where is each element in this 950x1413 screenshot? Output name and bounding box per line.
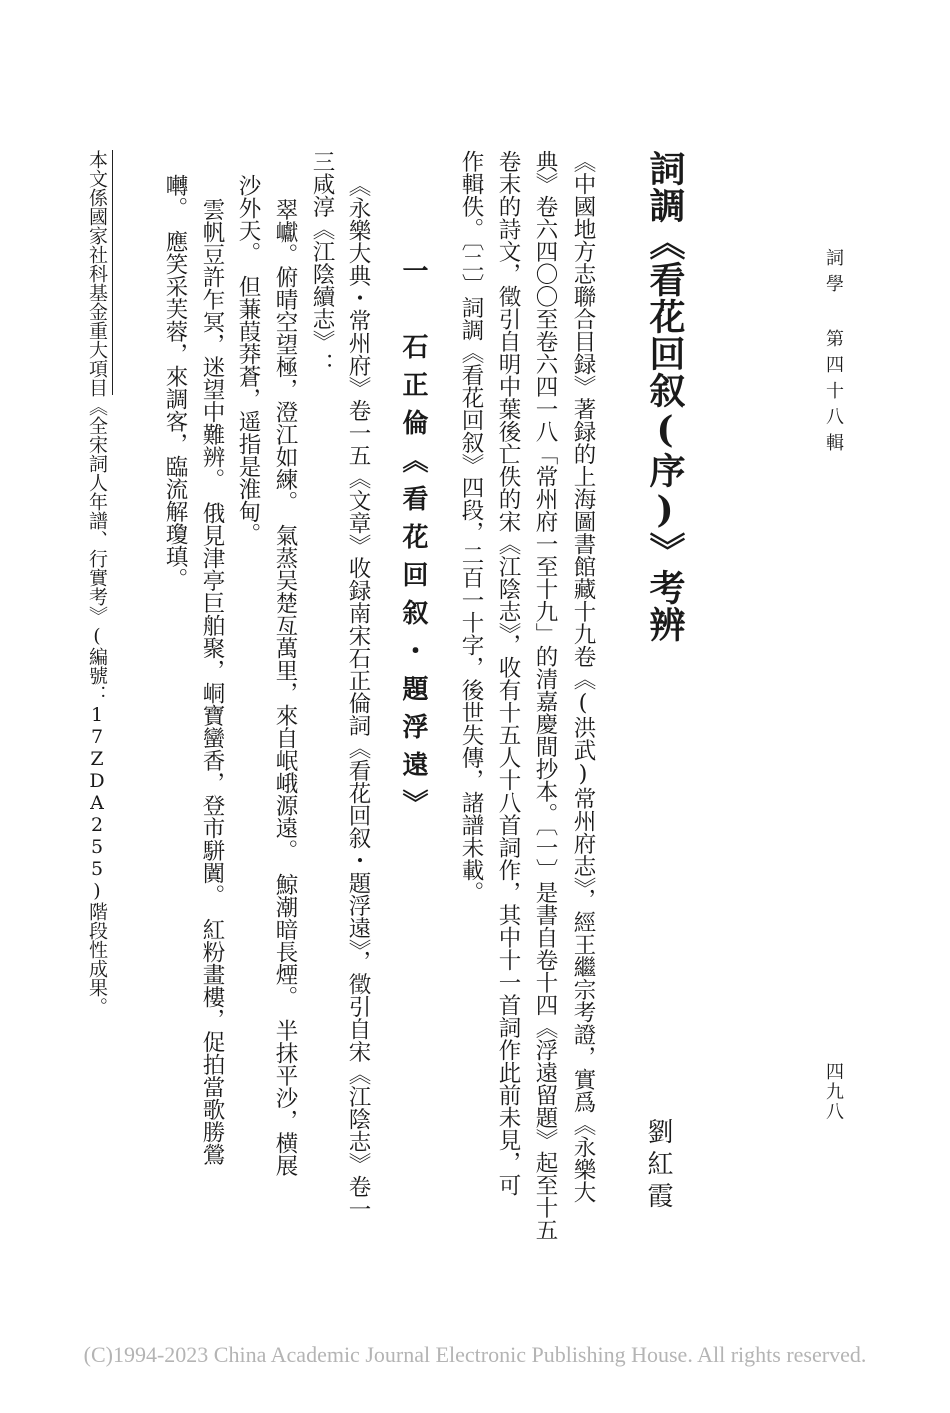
running-header-journal: 詞學 第四十八輯: [823, 248, 844, 459]
poem-line: 翠巘。俯晴空望極，澄江如練。 氣蒸吴楚亙萬里，來自岷峨源遠。 鯨潮暗長煙。 半抹平沙，横展: [272, 198, 298, 1177]
section-intro-line: 《永樂大典・常州府》卷一五《文章》收録南宋石正倫詞《看花回叙・題浮遠》，徵引自宋《江陰志》卷一: [345, 174, 371, 1221]
intro-line: 《中國地方志聯合目録》著録的上海圖書館藏十九卷《(洪武)常州府志》，經王繼宗考證，實爲《永樂大: [570, 150, 596, 1204]
poem-line: 囀。 應笑采芙蓉，來調客，臨流解瓊瑱。: [162, 174, 188, 591]
footnote-rule: [112, 150, 113, 395]
intro-line: 典》卷六四〇〇至卷六四一八「常州府一至十九」的清嘉慶間抄本。〔一〕是書自卷十四《浮遠留題》起至十五: [532, 150, 558, 1242]
intro-line: 作輯佚。〔二〕詞調《看花回叙》四段，二百一十字，後世失傳，諸譜未載。: [458, 150, 484, 904]
page-number: 四九八: [823, 1062, 844, 1122]
footnote: 本文係國家社科基金重大項目《全宋詞人年譜、行實考》(編號：17ZDA255)階段性成果。: [86, 150, 108, 1016]
intro-line: 卷末的詩文，徵引自明中葉後亡佚的宋《江陰志》，收有十五人十八首詞作，其中十一首詞作此前未見，可: [495, 150, 521, 1197]
article-title: 詞調《看花回叙(序)》考辨: [644, 150, 686, 643]
section-intro-line: 三咸淳《江陰續志》：: [309, 150, 335, 375]
poem-line: 雲帆豆許乍冥，迷望中難辨。 俄見津亭巨舶聚，峒寶蠻香，登市駢闐。 紅粉畫樓，促拍當歌勝鶯: [199, 198, 225, 1166]
section-heading: 一 石正倫《看花回叙・題浮遠》: [398, 257, 428, 827]
article-author: 劉紅霞: [643, 1118, 673, 1214]
copyright-notice: (C)1994-2023 China Academic Journal Electronic Publishing House. All rights reserved.: [83, 1342, 867, 1367]
poem-line: 沙外天。 但蒹葭莽蒼，遥指是淮甸。: [235, 174, 261, 546]
